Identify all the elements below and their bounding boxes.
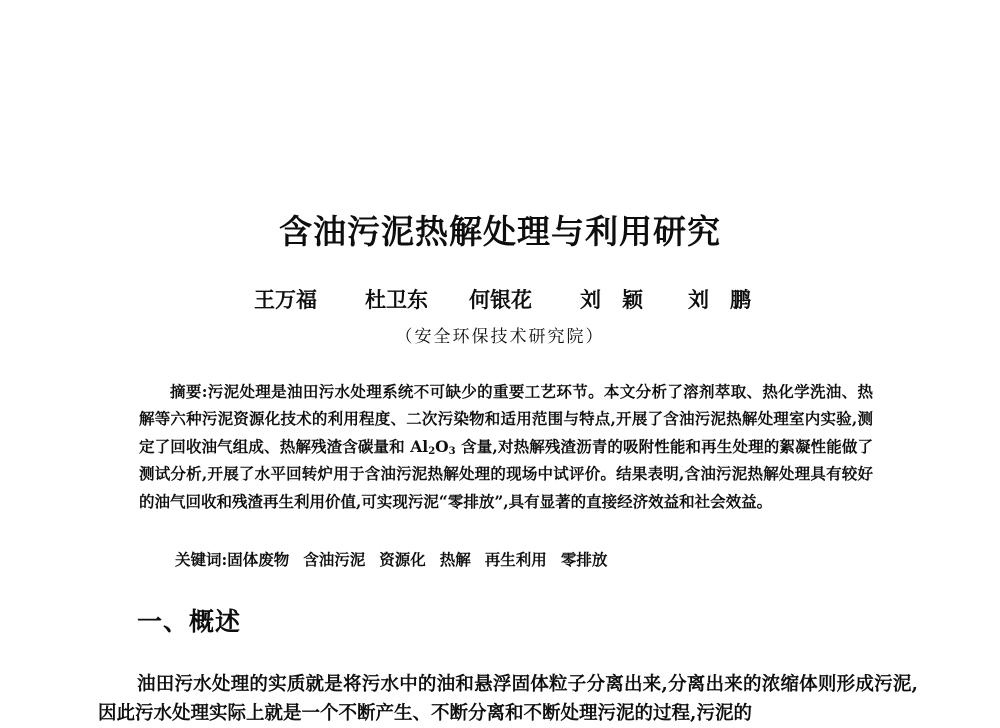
- abstract-text: 污泥处理是油田污水处理系统不可缺少的重要工艺环节。本文分析了溶剂萃取、热化学洗油、热解等六种污泥资源化技术的利用程度、二次污染物和适用范围与特点,开展了含油污泥热解处理室内实验,测定了回收油气组成、热解残渣含碳量和 Al: [139, 382, 873, 456]
- abstract-text-continued: 含量,对热解残渣沥青的吸附性能和再生处理的絮凝性能做了测试分析,开展了水平回转炉用于含油污泥热解处理的现场中试评价。结果表明,含油污泥热解处理具有较好的油气回收和残渣再生利用价值,可实现污泥“零排放”,具有显著的直接经济效益和社会效益。: [139, 436, 873, 511]
- paper-title: 含油污泥热解处理与利用研究: [279, 212, 721, 251]
- keyword: 热解: [439, 550, 471, 569]
- affiliation: （安全环保技术研究院）: [395, 327, 605, 347]
- keyword: 资源化: [379, 550, 426, 569]
- formula-letter: O: [435, 436, 449, 456]
- keywords-label: 关键词:: [175, 550, 228, 569]
- keyword: 再生利用: [484, 550, 547, 569]
- section-heading: 一、概述: [137, 607, 242, 636]
- subscript: 3: [448, 445, 456, 457]
- body-paragraph: 油田污水处理的实质就是将污水中的油和悬浮固体粒子分离出来,分离出来的浓缩体则形成污泥,因此污水处理实际上就是一个不断产生、不断分离和不断处理污泥的过程,污泥的: [98, 674, 918, 724]
- author-name: 刘 鹏: [688, 287, 751, 312]
- keywords-line: [175, 548, 621, 570]
- author-name: 何银花: [469, 287, 532, 312]
- abstract: [139, 378, 873, 515]
- keyword: 零排放: [560, 550, 608, 569]
- keyword: 含油污泥: [303, 550, 366, 569]
- body-text: [98, 670, 918, 728]
- subscript: 2: [428, 445, 436, 457]
- keyword: 固体废物: [227, 550, 290, 569]
- author-name: 刘 颖: [580, 287, 643, 312]
- abstract-label: 摘要:: [170, 382, 208, 401]
- author-name: 杜卫东: [365, 287, 428, 312]
- author-name: 王万福: [254, 287, 317, 312]
